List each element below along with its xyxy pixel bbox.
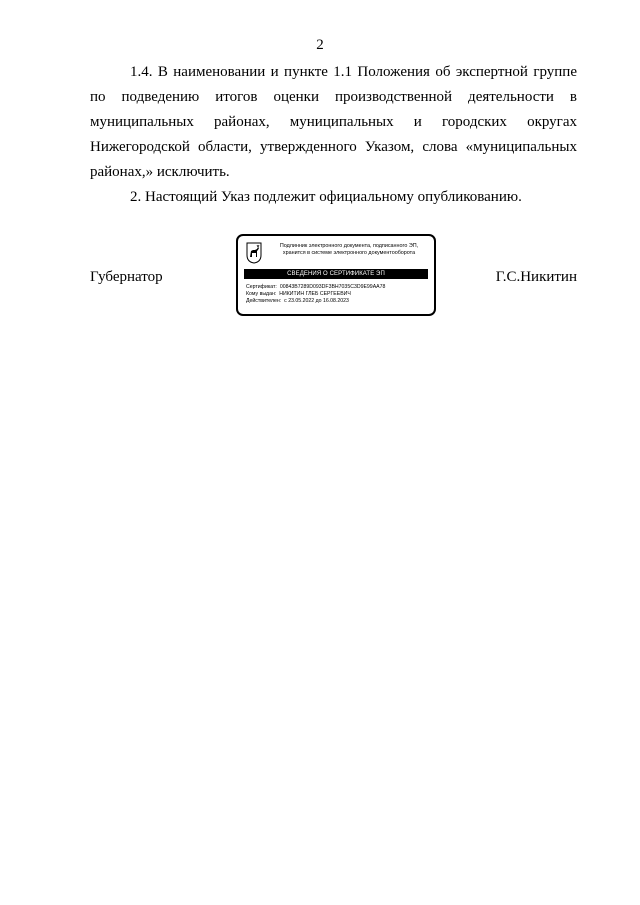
stamp-banner: СВЕДЕНИЯ О СЕРТИФИКАТЕ ЭП <box>244 269 428 279</box>
paragraph-2: 2. Настоящий Указ подлежит официальному опубликованию. <box>130 189 522 205</box>
stamp-header <box>266 243 432 257</box>
certificate-details <box>246 284 430 305</box>
issued-to-value: НИКИТИН ГЛЕБ СЕРГЕЕВИЧ <box>279 291 351 297</box>
issued-to-label: Кому выдан: <box>246 291 277 297</box>
validity-value: с 23.05.2022 до 16.08.2023 <box>284 298 349 304</box>
document-body <box>90 60 577 210</box>
signatory-name: Г.С.Никитин <box>495 269 577 285</box>
coat-of-arms-icon <box>246 242 262 264</box>
stamp-header-line-2: хранится в системе электронного документооборота <box>282 250 416 256</box>
certificate-label: Сертификат: <box>246 284 277 290</box>
issued-to-row <box>246 291 430 298</box>
stamp-header-line-1: Подлинник электронного документа, подписанного ЭП, <box>279 243 419 249</box>
signature-block <box>90 232 577 322</box>
electronic-signature-stamp <box>236 234 436 316</box>
certificate-value: 00843B7289D093DF3BH7035C3D9E99AA78 <box>279 284 386 290</box>
page-number: 2 <box>316 37 324 53</box>
certificate-row <box>246 284 430 291</box>
paragraph-1-4: 1.4. В наименовании и пункте 1.1 Положения об экспертной группе по подведению итогов оценки производственной деятельности в муниципальных районах, муниципальных и городских округах Нижегородской области, утвержденного Указом, слова «муниципальных районах,» исключить. <box>90 64 577 180</box>
validity-label: Действителен: <box>246 298 282 304</box>
signatory-title: Губернатор <box>90 269 163 285</box>
validity-row <box>246 298 430 305</box>
